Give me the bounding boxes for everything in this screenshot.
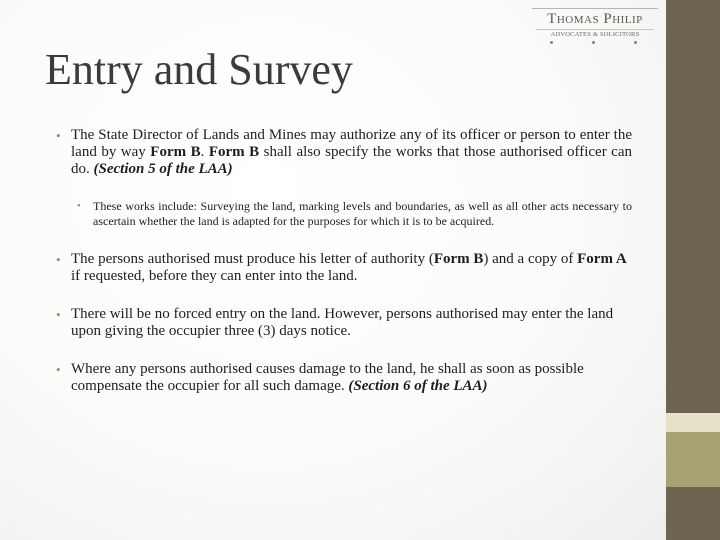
sidebar-band-olive bbox=[666, 432, 720, 487]
logo-subtitle: ADVOCATES & SOLICITORS bbox=[536, 29, 654, 39]
bullet-item bbox=[56, 361, 632, 395]
form-b-ref: Form B bbox=[208, 144, 260, 160]
logo-dots bbox=[532, 39, 658, 45]
sub-bullet-item bbox=[77, 199, 632, 229]
sidebar-band-dark-bottom bbox=[666, 487, 720, 540]
bullet-text: ) and a copy of bbox=[483, 251, 578, 267]
bullet-icon: • bbox=[56, 362, 61, 377]
firm-logo bbox=[532, 8, 658, 47]
bullet-text: . bbox=[200, 144, 209, 160]
bullet-icon: • bbox=[56, 128, 61, 143]
bullet-icon: • bbox=[56, 307, 61, 322]
sidebar-band-dark bbox=[666, 0, 720, 413]
form-b-ref: Form B bbox=[150, 144, 201, 160]
bullet-list bbox=[56, 127, 632, 395]
bullet-text: shall also specify the works that those authorised officer can do. bbox=[71, 144, 632, 177]
bullet-text: The persons authorised must produce his letter of authority ( bbox=[71, 251, 434, 267]
decorative-sidebar bbox=[666, 0, 720, 540]
section-citation: (Section 6 of the LAA) bbox=[348, 378, 488, 394]
bullet-icon: • bbox=[56, 252, 61, 267]
form-b-ref: Form B bbox=[433, 251, 484, 267]
sub-bullet-text: These works include: Surveying the land, marking levels and boundaries, as well as all other acts necessary to ascertain whether the land is adapted for the purposes for which it is to be acquired. bbox=[93, 199, 632, 228]
sidebar-band-light bbox=[666, 413, 720, 432]
bullet-item bbox=[56, 251, 632, 285]
bullet-text: Where any persons authorised causes damage to the land, he shall as soon as possible compensate the occupier for all such damage. bbox=[71, 361, 584, 394]
bullet-icon: • bbox=[77, 200, 81, 212]
form-a-ref: Form A bbox=[577, 251, 627, 267]
slide-title: Entry and Survey bbox=[45, 45, 353, 94]
bullet-text: The State Director of Lands and Mines may authorize any of its officer or person to enter the land by way bbox=[71, 127, 632, 160]
section-citation: (Section 5 of the LAA) bbox=[93, 161, 233, 177]
bullet-text: if requested, before they can enter into the land. bbox=[71, 268, 358, 284]
bullet-item bbox=[56, 306, 632, 340]
bullet-text: There will be no forced entry on the land. However, persons authorised may enter the land upon giving the occupier three (3) days notice. bbox=[71, 306, 614, 339]
logo-name: Thomas Philip bbox=[547, 11, 643, 27]
bullet-item bbox=[56, 127, 632, 178]
